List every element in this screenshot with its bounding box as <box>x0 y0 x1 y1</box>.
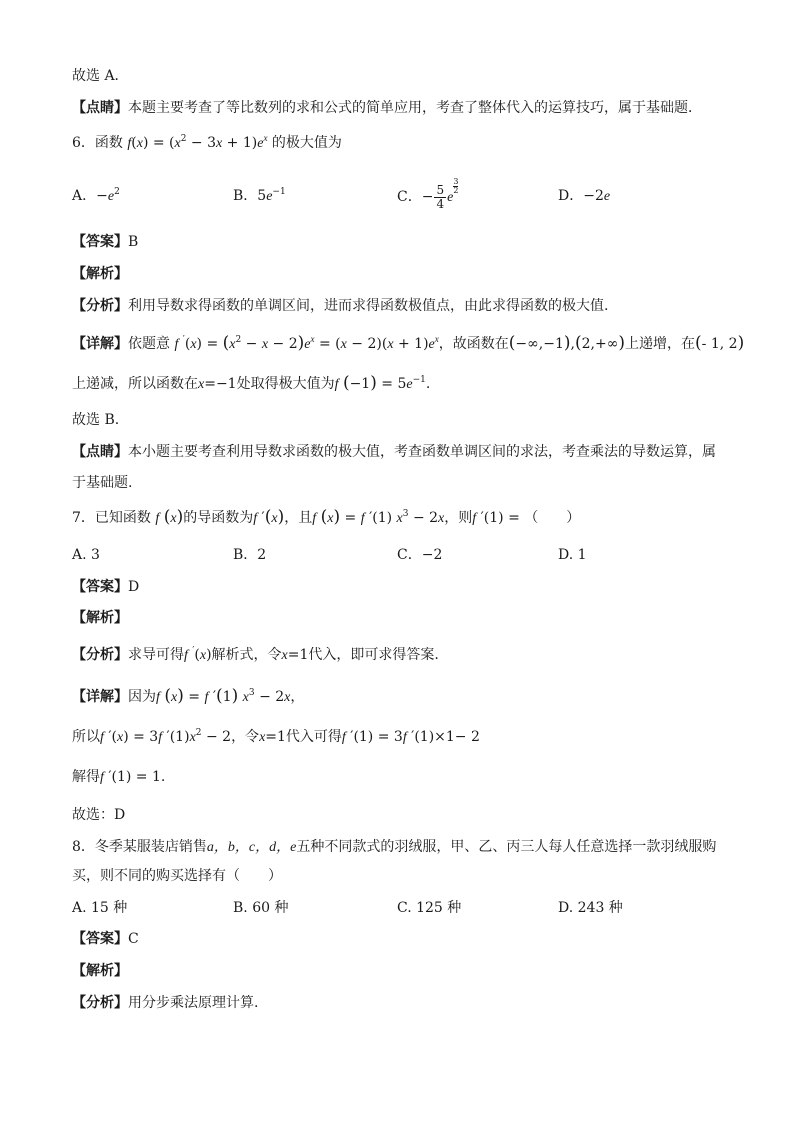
q6-analysis-heading <box>72 264 128 284</box>
q6-prefix: 6．函数 <box>72 135 123 151</box>
q6-function-formula: f <box>127 136 132 151</box>
q8-option-a-text: A. 15 种 <box>72 900 128 916</box>
q6-xiangjie-tag: 【详解】 <box>72 336 128 352</box>
q7-so-text-b: ，令 <box>231 729 260 745</box>
q7-xiangjie-tag: 【详解】 <box>72 689 128 705</box>
q7-solve-line: 解得f ′(1) = 1. <box>72 769 166 785</box>
q7-suffix: （ ） <box>524 510 581 526</box>
q8-option-b <box>233 898 288 918</box>
q8-option-b-text: B. 60 种 <box>233 900 289 916</box>
q6-line2-text-a: 上递减，所以函数在 <box>72 376 198 392</box>
q8-answer-line <box>72 929 139 949</box>
q8-option-d <box>558 898 623 918</box>
conclusion-text: 故选 A． <box>72 68 129 84</box>
q6-line2-text-c: 处取得极大值为 <box>236 376 335 392</box>
q6-choose-line <box>72 410 119 430</box>
q8-analysis-tag: 【解析】 <box>72 963 128 979</box>
q7-answer-value: D <box>128 579 140 595</box>
q6-dianjing-text-2: 于基础题. <box>72 475 133 491</box>
q6-fenxi-line <box>72 296 608 316</box>
question-7-stem: 7．已知函数 f (x)的导函数为f ′(x)，且f (x) = f ′(1) $x^3 - 2x$，则f ′(1) = （ ） <box>72 507 581 527</box>
q8-line2: 买，则不同的购买选择有（ ） <box>72 868 282 884</box>
q6-option-a: A．$-e^2$ <box>72 187 120 204</box>
q6-answer-value: B <box>128 234 139 250</box>
question-6-stem: 6．函数 $f(x) = (x^2 - 3x + 1)e^x$ 的极大值为 <box>72 133 342 151</box>
q6-answer-tag: 【答案】 <box>72 234 128 250</box>
q6-xiangjie-text-2: ，故函数在 <box>438 336 509 352</box>
q6-option-b: B．$5e^{-1}$ <box>233 187 286 204</box>
q8-option-c-text: C. 125 种 <box>397 900 462 916</box>
q8-line1-prefix: 8．冬季某服装店销售 <box>72 839 207 855</box>
q6-dianjing-line <box>72 442 716 462</box>
q8-analysis-heading <box>72 961 128 981</box>
q8-option-a <box>72 898 127 918</box>
q8-option-d-text: D. 243 种 <box>558 900 623 916</box>
q7-analysis-heading <box>72 608 128 628</box>
q8-fenxi-text: 用分步乘法原理计算. <box>128 995 259 1011</box>
q6-xiangjie-text-3: 上递增，在 <box>625 336 696 352</box>
q7-fenxi-text-c: 代入，即可求得答案. <box>308 647 439 663</box>
q7-mid-2: ，且 <box>284 510 313 526</box>
q6-fenxi-text: 利用导数求得函数的单调区间，进而求得函数极值点，由此求得函数的极大值. <box>128 298 609 314</box>
q7-choose-text: 故选：D <box>72 807 126 823</box>
q6-option-c: C．− $\frac{5}{4}$ e $\frac{3}{2}$ <box>397 177 459 211</box>
question-8-stem-2 <box>72 866 282 886</box>
q7-mid-3: ，则 <box>444 510 473 526</box>
q8-line1-suffix: 五种不同款式的羽绒服，甲、乙、丙三人每人任意选择一款羽绒服购 <box>296 839 717 855</box>
q6-fenxi-tag: 【分析】 <box>72 298 128 314</box>
q6-xiangjie-line-2: 上递减，所以函数在x=−1处取得极大值为f $(-1) = 5e^{-1}$. <box>72 373 431 393</box>
q7-option-a: A. 3 <box>72 547 100 563</box>
q6-dianjing-text-1: 本小题主要考查利用导数求函数的极大值，考查函数单调区间的求法，考查乘法的导数运算，属 <box>128 444 716 460</box>
q7-so-text-a: 所以 <box>72 729 100 745</box>
q7-xiangjie-line: 【详解】因为f (x) = f ′(1) $x^3 - 2x$， <box>72 686 305 706</box>
q8-option-c <box>397 898 461 918</box>
question-8-stem <box>72 837 716 858</box>
q7-fenxi-text-a: 求导可得 <box>128 647 184 663</box>
q6-xiangjie-line: 【详解】依题意 f $'(x) = (x^2 - x - 2)e^x = (x - 2)(x + 1)e^x$，故函数在(−∞,−1),(2,+∞)上递增，在(- 1, 2) <box>72 333 745 353</box>
q6-derivative-formula: f <box>174 337 179 352</box>
q6-suffix: 的极大值为 <box>271 135 342 151</box>
q7-xiangjie-text-b: ， <box>290 689 305 705</box>
q7-xiangjie-text-a: 因为 <box>128 689 156 705</box>
q6-xiangjie-text-1: 依题意 <box>128 336 170 352</box>
q8-variables: a，b，c，d，e <box>206 840 297 855</box>
q8-answer-tag: 【答案】 <box>72 931 128 947</box>
q7-solve-text-b: . <box>160 769 166 785</box>
q7-fenxi-line: 【分析】求导可得f ′(x)解析式，令x=1代入，即可求得答案. <box>72 646 439 663</box>
q7-so-line: 所以f ′(x) = 3f $'(1)x^2 - 2$，令x=1代入可得f ′(1) = 3f ′(1)×1− 2 <box>72 728 480 745</box>
comment-line <box>72 98 702 118</box>
q6-dianjing-tag: 【点睛】 <box>72 444 128 460</box>
comment-text: 本题主要考查了等比数列的求和公式的简单应用，考查了整体代入的运算技巧，属于基础题． <box>128 100 702 116</box>
q8-answer-value: C <box>128 931 139 947</box>
q7-option-d: D. 1 <box>558 547 587 563</box>
conclusion-line <box>72 66 129 86</box>
q7-option-c: C．−2 <box>397 547 443 563</box>
q6-option-d: D．−2e <box>558 188 611 204</box>
q7-choose-line <box>72 805 125 825</box>
q8-fenxi-line <box>72 993 258 1013</box>
comment-tag: 【点睛】 <box>72 100 128 116</box>
q7-answer-line <box>72 577 139 597</box>
q7-prefix: 7．已知函数 <box>72 510 151 526</box>
q7-solve-text-a: 解得 <box>72 769 100 785</box>
q7-answer-tag: 【答案】 <box>72 579 128 595</box>
q6-analysis-tag: 【解析】 <box>72 266 128 282</box>
q8-fenxi-tag: 【分析】 <box>72 995 128 1011</box>
q6-choose-text: 故选 B. <box>72 412 120 428</box>
q6-answer-line <box>72 232 138 252</box>
q7-fenxi-text-b: 解析式，令 <box>211 647 282 663</box>
q7-fenxi-tag: 【分析】 <box>72 647 128 663</box>
q6-dianjing-line-2 <box>72 473 132 493</box>
q7-so-text-c: 代入可得 <box>285 729 342 745</box>
q7-option-b: B．2 <box>233 547 267 563</box>
q7-analysis-tag: 【解析】 <box>72 610 128 626</box>
q7-mid-1: 的导函数为 <box>183 510 254 526</box>
